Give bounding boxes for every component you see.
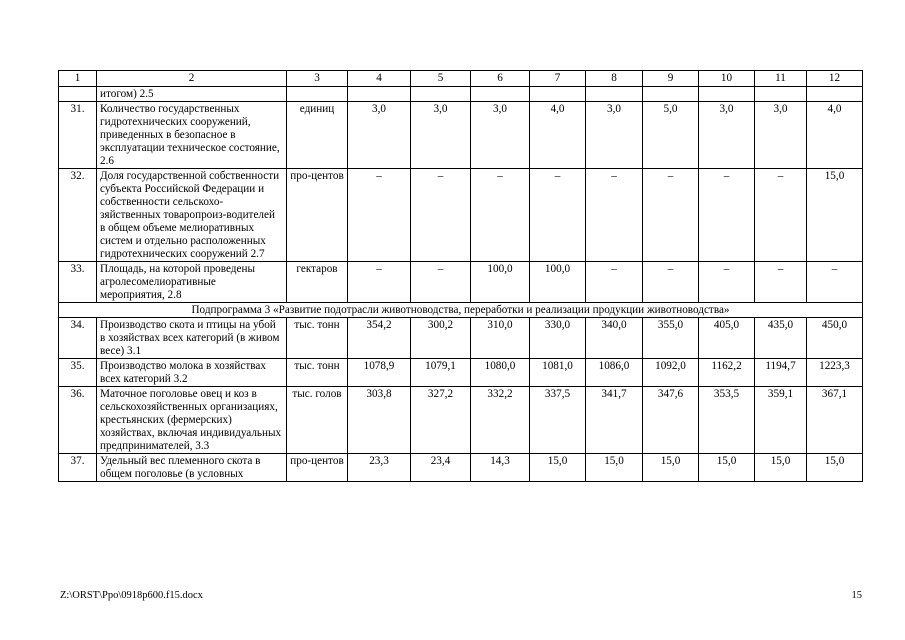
column-number: 1 [59,71,97,87]
empty-cell [411,87,471,102]
value-cell: – [411,262,471,303]
column-number: 4 [348,71,411,87]
row-number: 31. [59,102,97,169]
value-cell: 1080,0 [471,359,530,387]
value-cell: 15,0 [755,454,807,482]
value-cell: 4,0 [530,102,586,169]
value-cell: 1223,3 [807,359,863,387]
column-number: 7 [530,71,586,87]
value-cell: – [643,262,699,303]
value-cell: – [699,169,755,262]
unit-cell: гектаров [287,262,348,303]
unit-cell: про-центов [287,169,348,262]
value-cell: 405,0 [699,318,755,359]
value-cell: 310,0 [471,318,530,359]
empty-cell [530,87,586,102]
header-row [59,71,863,87]
subprogram-title: Подпрограмма 3 «Развитие подотрасли животноводства, переработки и реализации продукции животноводства» [59,303,863,318]
value-cell: 15,0 [586,454,643,482]
value-cell: 347,6 [643,387,699,454]
empty-cell [471,87,530,102]
value-cell: – [471,169,530,262]
row-number: 35. [59,359,97,387]
value-cell: – [411,169,471,262]
value-cell: 1162,2 [699,359,755,387]
value-cell: – [699,262,755,303]
empty-cell [59,87,97,102]
table-row [59,359,863,387]
value-cell: 3,0 [755,102,807,169]
value-cell: 327,2 [411,387,471,454]
unit-cell: тыс. голов [287,387,348,454]
value-cell: 359,1 [755,387,807,454]
row-number: 33. [59,262,97,303]
empty-cell [348,87,411,102]
column-number: 8 [586,71,643,87]
footer-page-number: 15 [851,590,862,601]
value-cell: 15,0 [643,454,699,482]
empty-cell [586,87,643,102]
table-body [59,71,863,482]
value-cell: 435,0 [755,318,807,359]
row-number: 34. [59,318,97,359]
value-cell: 3,0 [471,102,530,169]
value-cell: – [755,262,807,303]
column-number: 11 [755,71,807,87]
value-cell: – [348,169,411,262]
unit-cell: единиц [287,102,348,169]
value-cell: 3,0 [411,102,471,169]
table-row [59,87,863,102]
column-number: 6 [471,71,530,87]
value-cell: 354,2 [348,318,411,359]
empty-cell [807,87,863,102]
indicator-name: Маточное поголовье овец и коз в сельскохозяйственных организациях, крестьянских (фермерских) хозяйствах, включая индивидуальных предпринимателей, 3.3 [97,387,287,454]
table-row [59,262,863,303]
column-number: 10 [699,71,755,87]
empty-cell [699,87,755,102]
value-cell: – [643,169,699,262]
value-cell: 1081,0 [530,359,586,387]
unit-cell: тыс. тонн [287,318,348,359]
value-cell: 355,0 [643,318,699,359]
value-cell: 367,1 [807,387,863,454]
column-number: 2 [97,71,287,87]
value-cell: 15,0 [530,454,586,482]
value-cell: 15,0 [807,454,863,482]
column-number: 12 [807,71,863,87]
column-number: 9 [643,71,699,87]
row-number: 37. [59,454,97,482]
value-cell: 3,0 [699,102,755,169]
value-cell: 3,0 [586,102,643,169]
value-cell: 5,0 [643,102,699,169]
footer-file-path: Z:\ORST\Ppo\0918p600.f15.docx [60,590,203,601]
value-cell: – [530,169,586,262]
indicators-table [58,70,863,482]
indicator-name: Удельный вес племенного скота в общем поголовье (в условных [97,454,287,482]
value-cell: 1078,9 [348,359,411,387]
column-number: 5 [411,71,471,87]
empty-cell [643,87,699,102]
column-number: 3 [287,71,348,87]
value-cell: – [807,262,863,303]
value-cell: 332,2 [471,387,530,454]
value-cell: 1092,0 [643,359,699,387]
value-cell: 340,0 [586,318,643,359]
value-cell: 3,0 [348,102,411,169]
value-cell: 4,0 [807,102,863,169]
unit-cell: про-центов [287,454,348,482]
value-cell: 100,0 [530,262,586,303]
value-cell: – [586,169,643,262]
value-cell: 1194,7 [755,359,807,387]
row-number: 36. [59,387,97,454]
value-cell: 337,5 [530,387,586,454]
subprogram-row [59,303,863,318]
value-cell: – [755,169,807,262]
empty-cell [287,87,348,102]
table-row [59,454,863,482]
value-cell: 14,3 [471,454,530,482]
value-cell: – [586,262,643,303]
table-row [59,169,863,262]
value-cell: 15,0 [699,454,755,482]
table-row [59,387,863,454]
value-cell: 353,5 [699,387,755,454]
value-cell: 450,0 [807,318,863,359]
value-cell: 23,4 [411,454,471,482]
value-cell: 100,0 [471,262,530,303]
empty-cell [755,87,807,102]
unit-cell: тыс. тонн [287,359,348,387]
table-row [59,318,863,359]
indicator-name: Площадь, на которой проведены агролесомелиоративные мероприятия, 2.8 [97,262,287,303]
table-row [59,102,863,169]
value-cell: 1086,0 [586,359,643,387]
value-cell: 23,3 [348,454,411,482]
value-cell: 15,0 [807,169,863,262]
indicator-name: Количество государственных гидротехнических сооружений, приведенных в безопасное в эксплуатации техническое состояние, 2.6 [97,102,287,169]
value-cell: 1079,1 [411,359,471,387]
value-cell: 330,0 [530,318,586,359]
value-cell: 303,8 [348,387,411,454]
value-cell: – [348,262,411,303]
value-cell: 341,7 [586,387,643,454]
row-number: 32. [59,169,97,262]
value-cell: 300,2 [411,318,471,359]
indicator-name: Доля государственной собственности субъекта Российской Федерации и собственности сельскохо-зяйственных товаропроиз-водителей в общем объеме мелиоративных систем и отдельно расположенных гидротехнических сооружений 2.7 [97,169,287,262]
indicator-name: Производство молока в хозяйствах всех категорий 3.2 [97,359,287,387]
indicator-name: Производство скота и птицы на убой в хозяйствах всех категорий (в живом весе) 3.1 [97,318,287,359]
indicator-name: итогом) 2.5 [97,87,287,102]
